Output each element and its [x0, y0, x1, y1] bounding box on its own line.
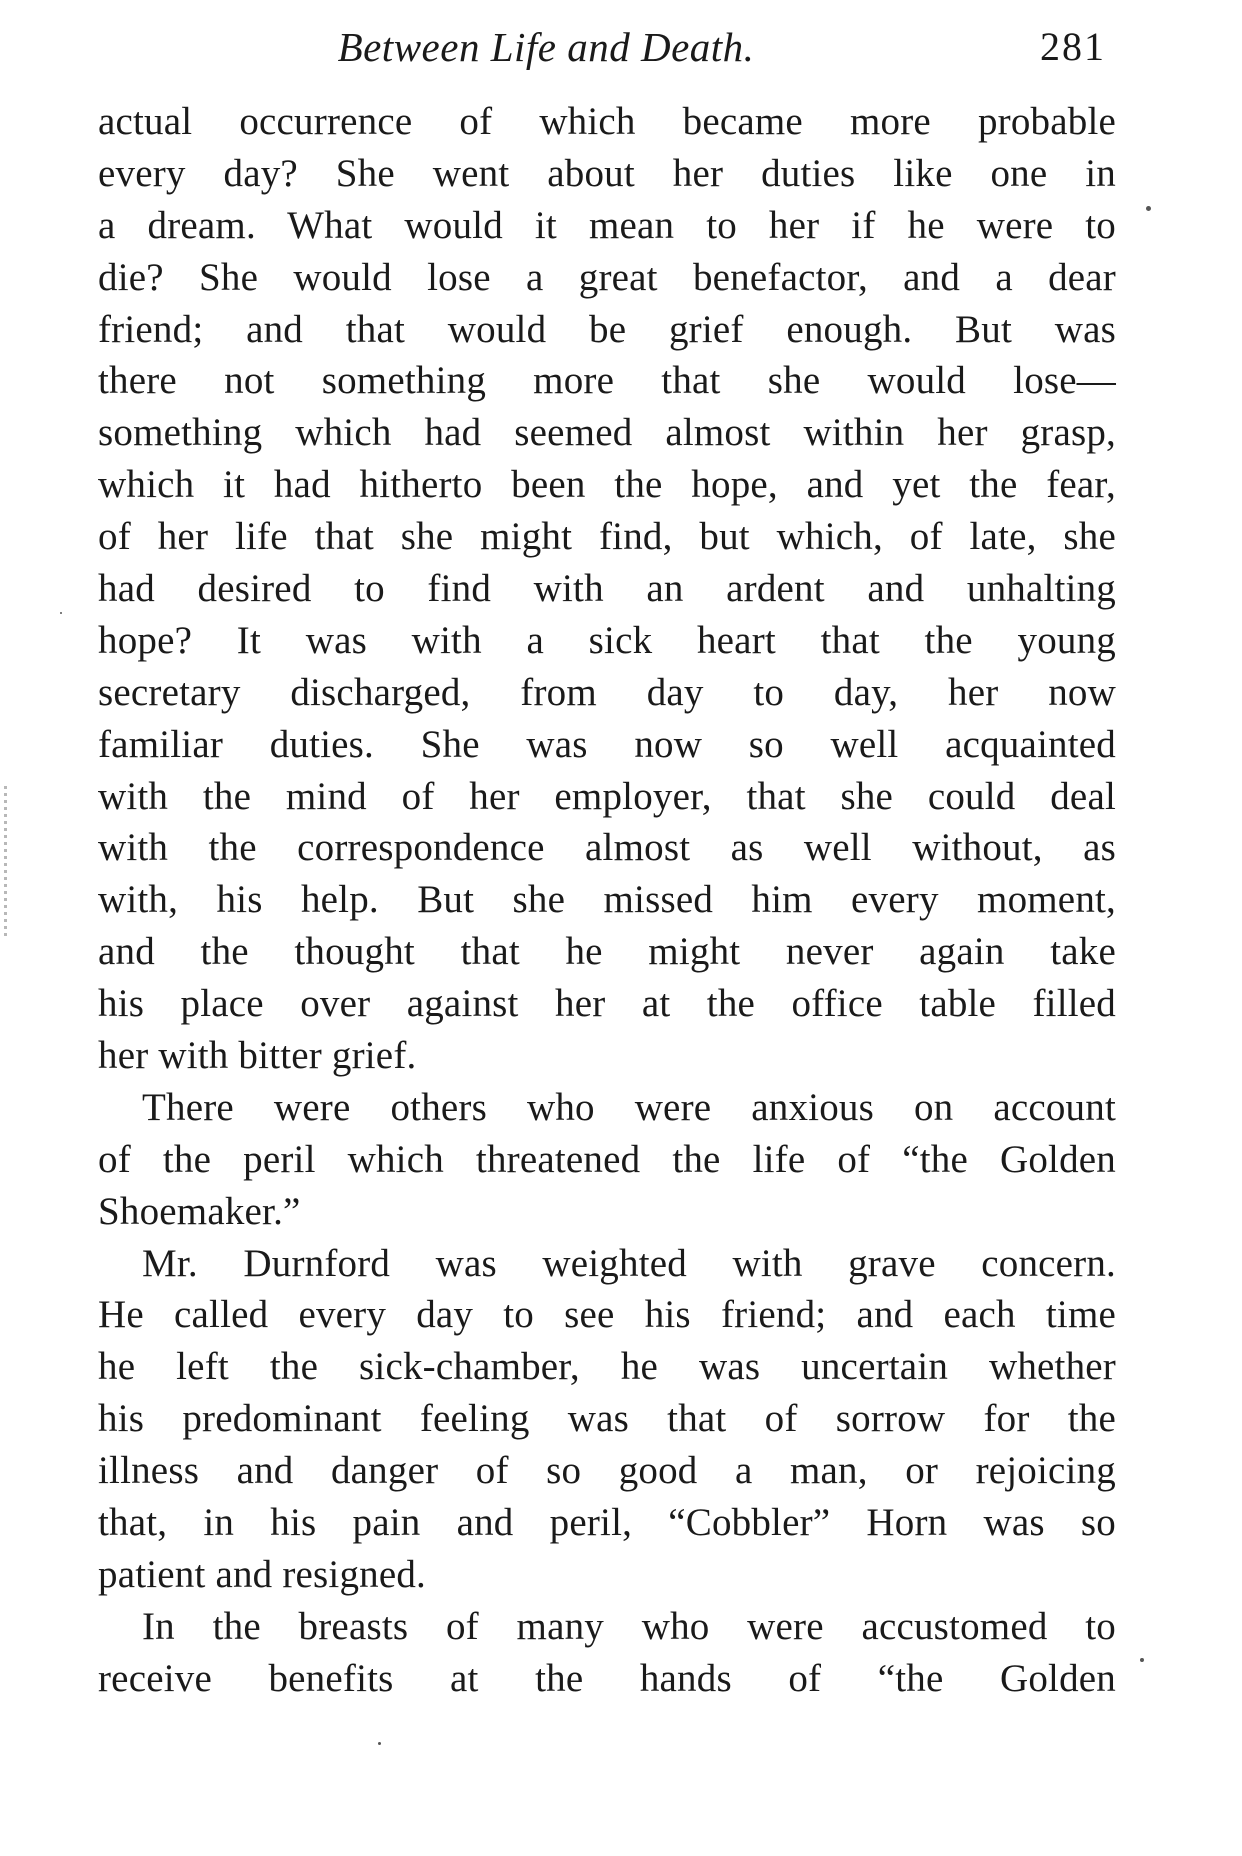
- text-line: with the correspondence almost as well without, as: [98, 826, 1116, 870]
- text-line: and the thought that he might never again take: [98, 930, 1116, 974]
- text-line: with the mind of her employer, that she could deal: [98, 774, 1116, 818]
- paragraph-end-line: her with bitter grief.: [98, 1034, 417, 1078]
- text-line: there not something more that she would lose—: [98, 359, 1116, 403]
- scan-speck: [60, 612, 62, 614]
- text-line: of the peril which threatened the life of “the Golden: [98, 1137, 1116, 1181]
- running-title: Between Life and Death.: [337, 24, 755, 70]
- text-line: with, his help. But she missed him every moment,: [98, 878, 1116, 922]
- paragraph-first-line: In the breasts of many who were accustomed to: [142, 1604, 1116, 1648]
- text-line: die? She would lose a great benefactor, and a dear: [98, 255, 1116, 299]
- text-line: secretary discharged, from day to day, her now: [98, 670, 1116, 714]
- text-line: a dream. What would it mean to her if he were to: [98, 203, 1116, 247]
- paragraph-first-line: Mr. Durnford was weighted with grave concern.: [142, 1241, 1116, 1285]
- paragraph-end-line: patient and resigned.: [98, 1552, 427, 1596]
- running-header: [96, 22, 1116, 72]
- text-line: receive benefits at the hands of “the Golden: [98, 1656, 1116, 1700]
- text-line: familiar duties. She was now so well acquainted: [98, 722, 1116, 766]
- text-line: every day? She went about her duties like one in: [98, 151, 1116, 195]
- text-line: which it had hitherto been the hope, and yet the fear,: [98, 463, 1116, 507]
- text-line: his predominant feeling was that of sorrow for the: [98, 1397, 1116, 1441]
- text-line: he left the sick-chamber, he was uncertain whether: [98, 1345, 1116, 1389]
- text-line: of her life that she might find, but which, of late, she: [98, 515, 1116, 559]
- text-line: He called every day to see his friend; and each time: [98, 1293, 1116, 1337]
- scan-margin-mark: [4, 786, 7, 936]
- paragraph-first-line: There were others who were anxious on account: [142, 1085, 1116, 1129]
- text-line: illness and danger of so good a man, or rejoicing: [98, 1449, 1116, 1493]
- text-line: actual occurrence of which became more probable: [98, 100, 1116, 143]
- paragraph-end-line: Shoemaker.”: [98, 1189, 301, 1233]
- scan-speck: [1140, 1658, 1144, 1662]
- page-number: 281: [1040, 24, 1106, 69]
- text-line: his place over against her at the office table filled: [98, 982, 1116, 1026]
- scan-speck: [378, 1742, 381, 1745]
- body-text: [98, 96, 1116, 1705]
- text-line: friend; and that would be grief enough. But was: [98, 307, 1116, 351]
- text-line: hope? It was with a sick heart that the young: [98, 618, 1116, 662]
- text-line: had desired to find with an ardent and unhalting: [98, 567, 1116, 611]
- text-line: something which had seemed almost within her grasp,: [98, 411, 1116, 455]
- scan-speck: [1146, 206, 1151, 211]
- text-line: that, in his pain and peril, “Cobbler” Horn was so: [98, 1501, 1116, 1545]
